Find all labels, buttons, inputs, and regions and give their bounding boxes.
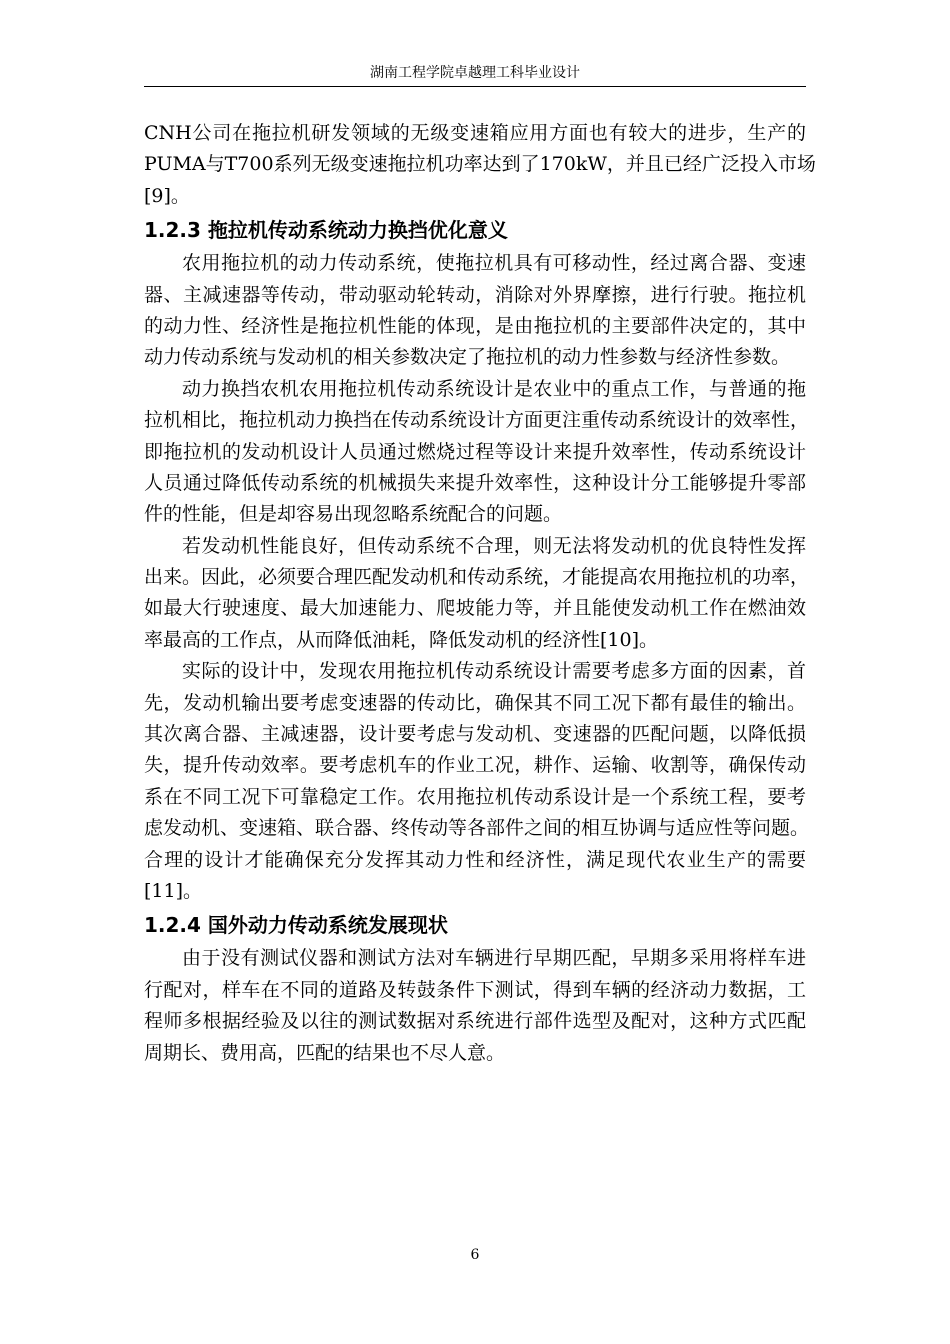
text-line: 若发动机性能良好，但传动系统不合理，则无法将发动机的优良特性发挥 [182, 534, 806, 557]
text-line: 器、主减速器等传动，带动驱动轮转动，消除对外界摩擦，进行行驶。拖拉机 [144, 283, 806, 306]
text-line: PUMA与T700系列无级变速拖拉机功率达到了170kW，并且已经广泛投入市场 [144, 153, 816, 176]
text-line: 先，发动机输出要考虑变速器的传动比，确保其不同工况下都有最佳的输出。 [144, 691, 806, 714]
text-line: 拉机相比，拖拉机动力换挡在传动系统设计方面更注重传动系统设计的效率性， [144, 409, 810, 432]
page-number: 6 [470, 1247, 480, 1263]
text-line: 动力换挡农机农用拖拉机传动系统设计是农业中的重点工作，与普通的拖 [182, 377, 806, 400]
text-line: 虑发动机、变速箱、联合器、终传动等各部件之间的相互协调与适应性等问题。 [144, 817, 810, 840]
section-heading-1-2-3: 1.2.3 拖拉机传动系统动力换挡优化意义 [144, 218, 508, 243]
paragraph [144, 531, 810, 657]
text-line: 由于没有测试仪器和测试方法对车辆进行早期匹配，早期多采用将样车进 [182, 947, 806, 970]
text-line: 程师多根据经验及以往的测试数据对系统进行部件选型及配对，这种方式匹配 [144, 1010, 806, 1033]
text-line: 的动力性、经济性是拖拉机性能的体现，是由拖拉机的主要部件决定的，其中 [144, 314, 806, 337]
text-line: 农用拖拉机的动力传动系统，使拖拉机具有可移动性，经过离合器、变速 [182, 252, 806, 275]
document-body [144, 118, 816, 1069]
paragraph-continuation [144, 118, 816, 212]
text-line: [9]。 [144, 184, 190, 207]
paragraph [144, 374, 810, 531]
text-line: 其次离合器、主减速器，设计要考虑与发动机、变速器的匹配问题，以降低损 [144, 723, 806, 746]
paragraph [144, 656, 810, 907]
text-line: 实际的设计中，发现农用拖拉机传动系统设计需要考虑多方面的因素，首 [182, 660, 806, 683]
text-line: 系在不同工况下可靠稳定工作。农用拖拉机传动系设计是一个系统工程，要考 [144, 785, 806, 808]
text-line: 动力传动系统与发动机的相关参数决定了拖拉机的动力性参数与经济性参数。 [144, 346, 791, 369]
text-line: 失，提升传动效率。要考虑机车的作业工况，耕作、运输、收割等，确保传动 [144, 754, 806, 777]
text-line: 周期长、费用高，匹配的结果也不尽人意。 [144, 1041, 506, 1064]
page-header: 湖南工程学院卓越理工科毕业设计 [370, 65, 580, 81]
text-line: 率最高的工作点，从而降低油耗，降低发动机的经济性[10]。 [144, 628, 659, 651]
text-line: 即拖拉机的发动机设计人员通过燃烧过程等设计来提升效率性，传动系统设计 [144, 440, 806, 463]
text-line: 件的性能，但是却容易出现忽略系统配合的问题。 [144, 503, 563, 526]
text-line: 合理的设计才能确保充分发挥其动力性和经济性，满足现代农业生产的需要 [144, 848, 806, 871]
text-line: 行配对，样车在不同的道路及转鼓条件下测试，得到车辆的经济动力数据，工 [144, 978, 806, 1001]
header-rule [144, 86, 806, 87]
text-line: CNH公司在拖拉机研发领域的无级变速箱应用方面也有较大的进步，生产的 [144, 122, 806, 144]
text-line: [11]。 [144, 879, 203, 902]
paragraph [144, 943, 806, 1069]
text-line: 出来。因此，必须要合理匹配发动机和传动系统，才能提高农用拖拉机的功率， [144, 566, 810, 589]
paragraph [144, 248, 806, 374]
section-heading-1-2-4: 1.2.4 国外动力传动系统发展现状 [144, 913, 448, 938]
text-line: 人员通过降低传动系统的机械损失来提升效率性，这种设计分工能够提升零部 [144, 471, 806, 494]
text-line: 如最大行驶速度、最大加速能力、爬坡能力等，并且能使发动机工作在燃油效 [144, 597, 806, 620]
